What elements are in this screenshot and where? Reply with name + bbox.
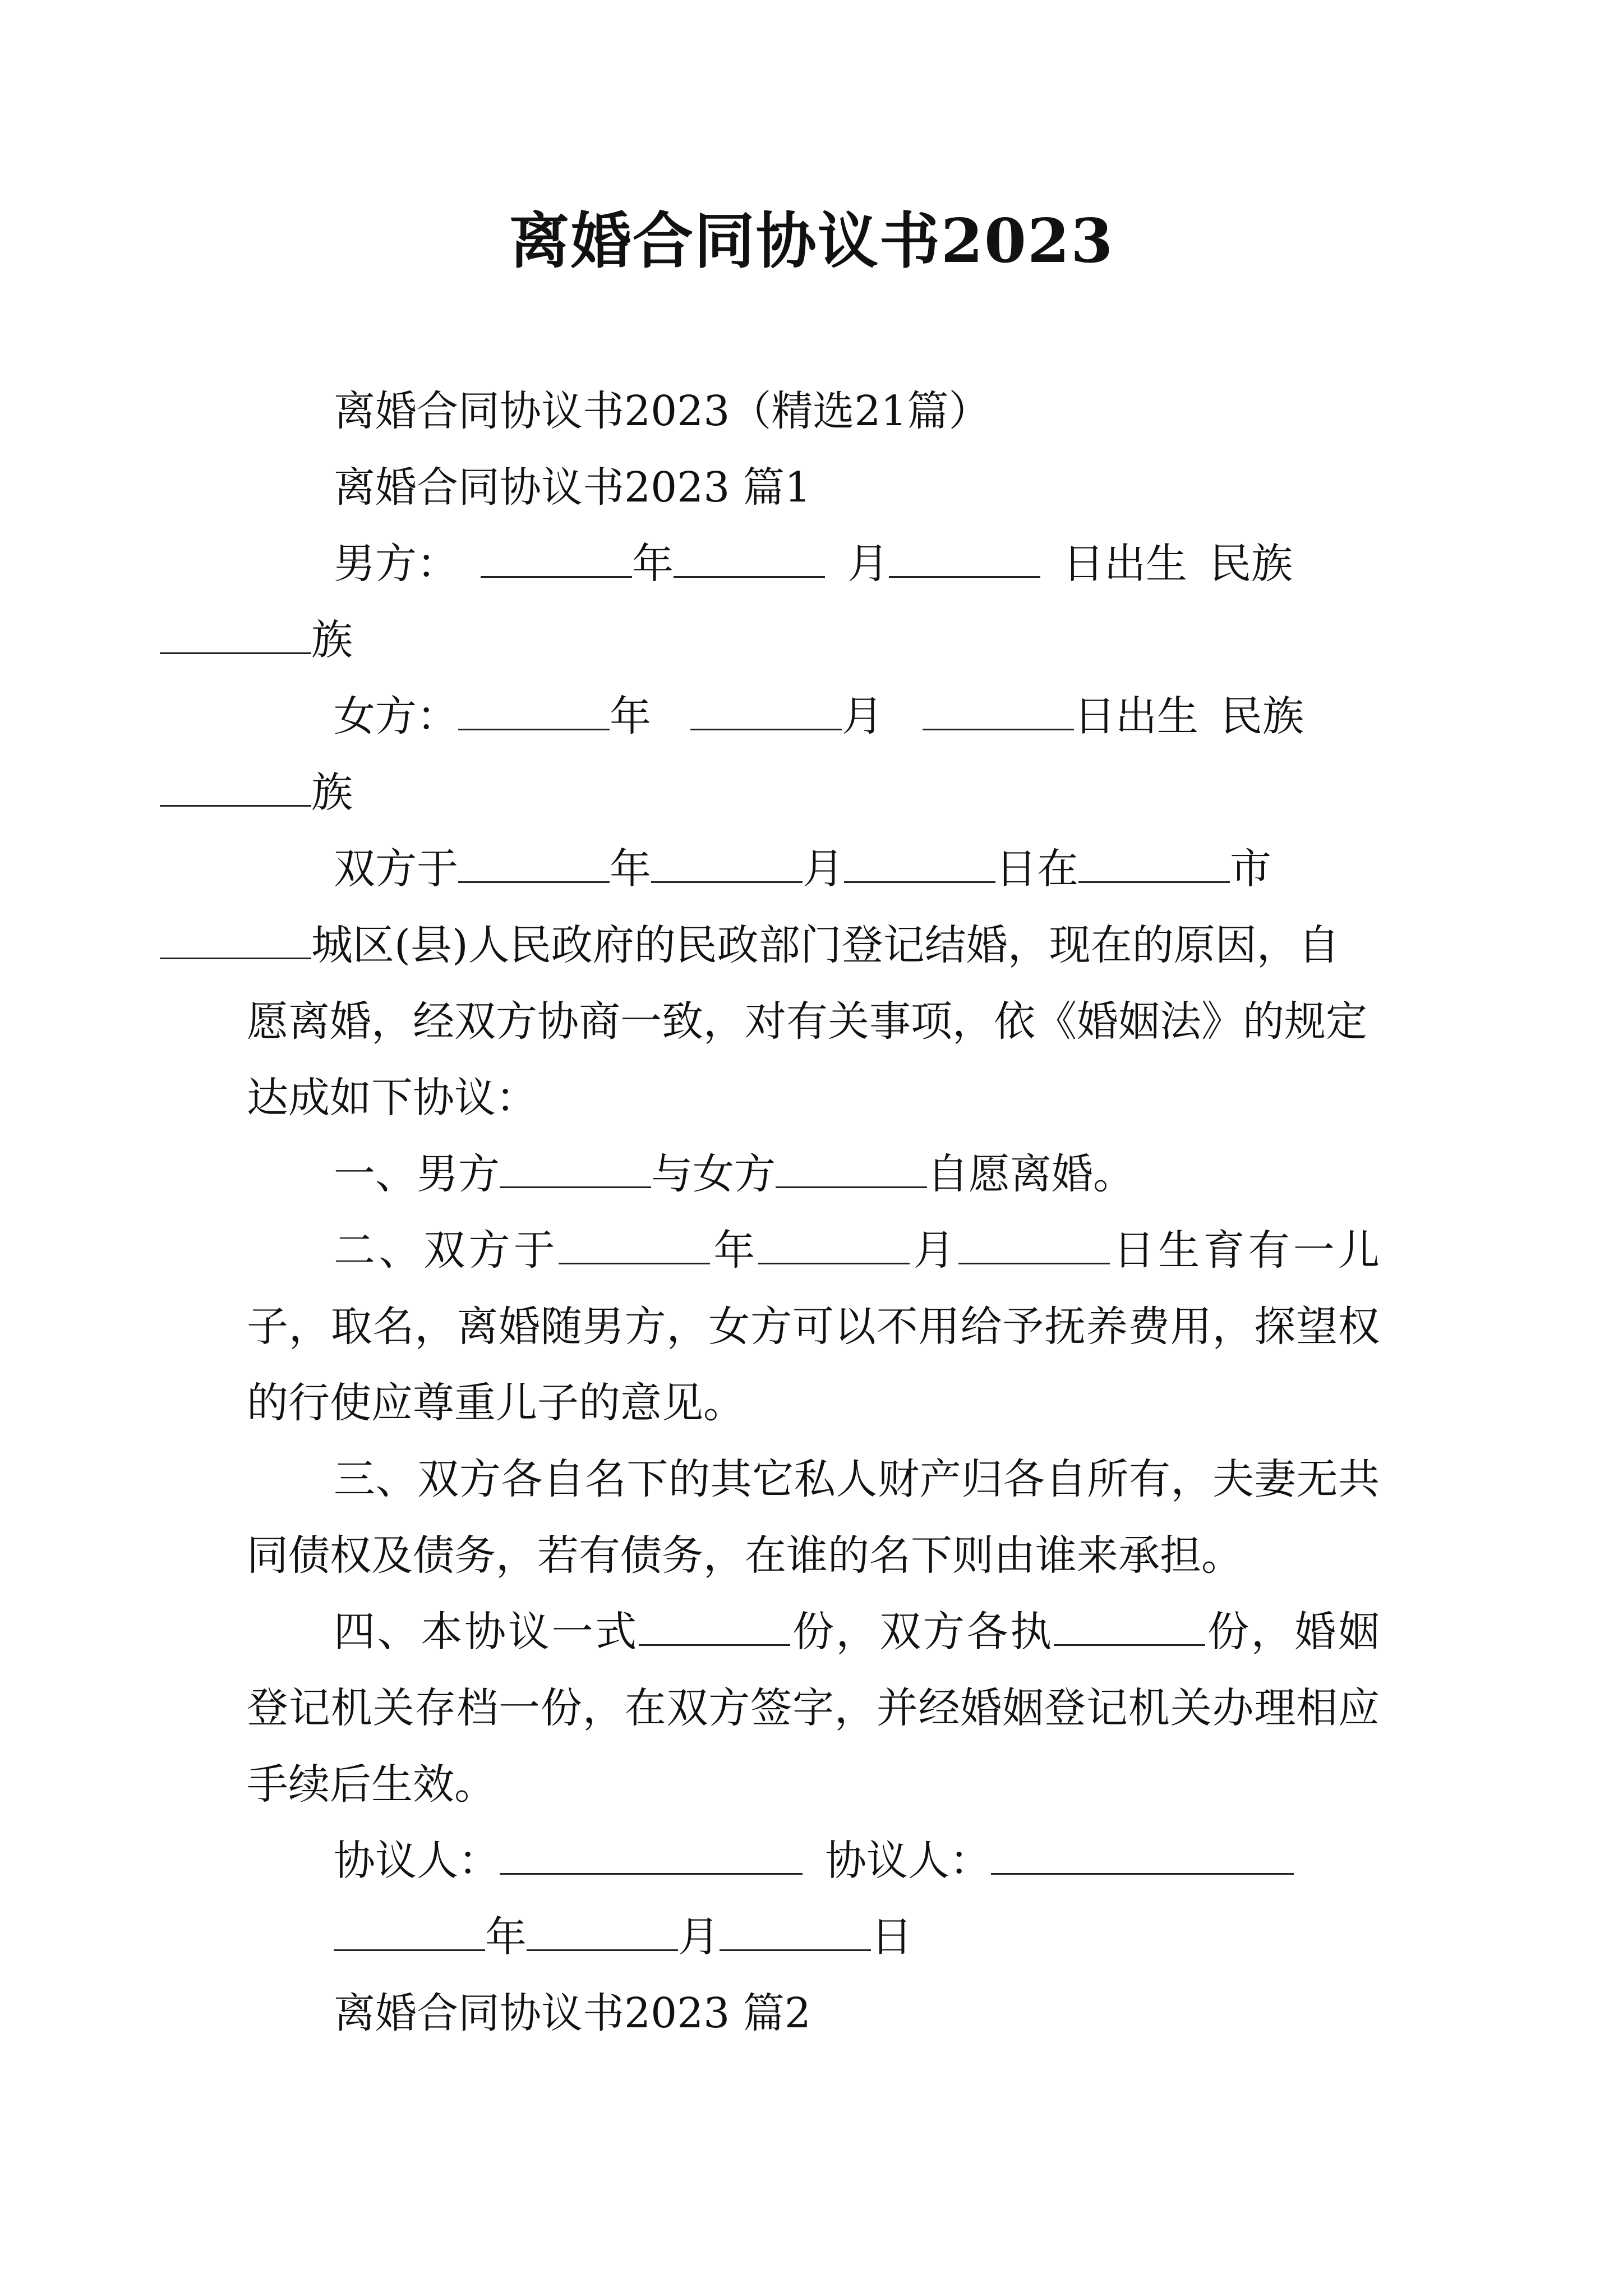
marriage-day-label: 日在 (995, 845, 1078, 893)
clause-1-part-c: 自愿离婚。 (927, 1150, 1135, 1198)
female-day-birth-label: 日出生 (1074, 692, 1198, 740)
document-title: 离婚合同协议书2023 (509, 206, 1114, 277)
male-ethnicity-suffix: 族 (311, 616, 353, 664)
male-label: 男方： (334, 540, 458, 588)
female-year-label: 年 (610, 692, 651, 740)
marriage-district-blank (160, 924, 311, 959)
female-label: 女方： (334, 692, 458, 740)
marriage-month-label: 月 (803, 845, 844, 893)
clause-2-day-blank (958, 1229, 1110, 1264)
date-month-blank (527, 1916, 678, 1951)
subtitle: 离婚合同协议书2023（精选21篇） (334, 387, 990, 435)
marriage-paragraph (247, 831, 1380, 1136)
clause-4-part-a: 四、本协议一式 (334, 1608, 639, 1656)
female-ethnicity-label: 民族 (1221, 692, 1304, 740)
male-year-label: 年 (632, 540, 674, 588)
marriage-prefix: 双方于 (334, 845, 458, 893)
date-line (247, 1899, 1380, 1975)
marriage-year-label: 年 (610, 845, 651, 893)
marriage-day-blank (844, 848, 995, 883)
female-month-blank (690, 695, 842, 730)
section2-heading: 离婚合同协议书2023 篇2 (334, 1989, 811, 2037)
date-month-label: 月 (678, 1913, 720, 1961)
female-party-line (247, 678, 1380, 831)
marriage-rest: 城区(县)人民政府的民政部门登记结婚，现在的原因，自愿离婚，经双方协商一致，对有关事项，依《婚姻法》的规定达成如下协议： (247, 921, 1367, 1122)
clause-2-month-label: 月 (910, 1226, 958, 1274)
clause-2-year-blank (559, 1229, 710, 1264)
signature-party1-label: 协议人： (334, 1837, 500, 1885)
section1-heading: 离婚合同协议书2023 篇1 (334, 463, 811, 512)
clause-2-year-label: 年 (710, 1226, 759, 1274)
marriage-year-blank (458, 848, 610, 883)
marriage-city-blank (1078, 848, 1230, 883)
signature-line (247, 1823, 1380, 1899)
male-party-line (247, 526, 1380, 678)
male-month-label: 月 (847, 540, 889, 588)
clause-2 (247, 1212, 1380, 1441)
clause-4-each-blank (1054, 1611, 1205, 1646)
female-ethnicity-suffix: 族 (311, 769, 353, 817)
clause-2-month-blank (758, 1229, 910, 1264)
signature-party1-blank (500, 1839, 803, 1875)
date-day-label: 日 (871, 1913, 912, 1961)
clause-4-copies-blank (639, 1611, 790, 1646)
date-year-blank (334, 1916, 485, 1951)
male-year-blank (481, 542, 632, 578)
clause-1-part-a: 一、男方 (334, 1150, 500, 1198)
signature-party2-blank (991, 1839, 1294, 1875)
clause-4-part-b: 份，双方各执 (790, 1608, 1054, 1656)
clause-1 (247, 1136, 1380, 1212)
female-year-blank (458, 695, 610, 730)
male-ethnicity-label: 民族 (1210, 540, 1293, 588)
male-ethnicity-blank (160, 619, 311, 654)
signature-party2-label: 协议人： (825, 1837, 991, 1885)
marriage-city-label: 市 (1230, 845, 1271, 893)
clause-1-female-blank (776, 1153, 927, 1188)
date-day-blank (720, 1916, 871, 1951)
document-body (247, 373, 1380, 2051)
clause-1-male-blank (500, 1153, 651, 1188)
clause-4 (247, 1594, 1380, 1823)
clause-1-part-b: 与女方 (651, 1150, 776, 1198)
male-day-birth-label: 日出生 (1063, 540, 1187, 588)
female-day-blank (923, 695, 1074, 730)
clause-2-part-a: 二、双方于 (334, 1226, 559, 1274)
clause-3: 三、双方各自名下的其它私人财产归各自所有，夫妻无共同债权及债务，若有债务，在谁的名下则由谁来承担。 (247, 1455, 1380, 1580)
male-month-blank (674, 542, 825, 578)
female-ethnicity-blank (160, 771, 311, 807)
marriage-month-blank (651, 848, 803, 883)
female-month-label: 月 (842, 692, 883, 740)
date-year-label: 年 (485, 1913, 527, 1961)
clause-2-rest: 日生育有一儿子，取名，离婚随男方，女方可以不用给予抚养费用，探望权的行使应尊重儿子的意见。 (247, 1226, 1380, 1427)
clause-4-part-c: 份，婚姻登记机关存档一份，在双方签字，并经婚姻登记机关办理相应手续后生效。 (247, 1608, 1380, 1809)
male-day-blank (889, 542, 1040, 578)
